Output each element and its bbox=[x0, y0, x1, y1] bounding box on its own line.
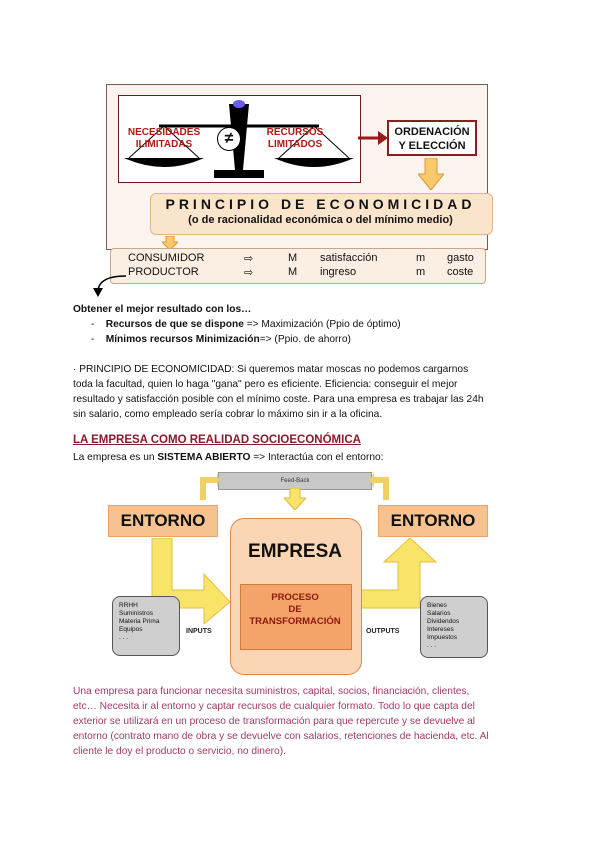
empresa-title: EMPRESA bbox=[248, 541, 342, 562]
max-label: M bbox=[288, 266, 298, 278]
arrow-right-icon bbox=[358, 128, 388, 148]
bullet-1-bold: Recursos de que se dispone bbox=[105, 319, 244, 330]
feedback-arrow-right-icon bbox=[370, 466, 396, 502]
principio-title: PRINCIPIO DE ECONOMICIDAD bbox=[165, 196, 476, 212]
bullet-1 bbox=[91, 317, 401, 332]
output-item: Dividendos bbox=[427, 618, 460, 625]
min-label: m bbox=[416, 252, 426, 264]
output-item: Bienes bbox=[427, 602, 447, 609]
empresa-heading: LA EMPRESA COMO REALIDAD SOCIOECONÓMICA bbox=[73, 434, 361, 446]
bullet-dash: - bbox=[91, 334, 106, 345]
empresa-text-line-4: entorno (contrato mano de obra y se devuelve con salarios, retenciones de hacienda, etc. Al bbox=[73, 731, 489, 742]
inputs-label: INPUTS bbox=[186, 628, 212, 635]
sistema-abierto: SISTEMA ABIERTO bbox=[157, 452, 251, 463]
inputs-list bbox=[112, 596, 180, 656]
sistema-abierto-line bbox=[73, 450, 384, 465]
bullet-dash: - bbox=[91, 319, 106, 330]
ingreso-label: ingreso bbox=[320, 266, 357, 278]
feedback-arrow-down-icon bbox=[284, 488, 306, 510]
entorno-left: ENTORNO bbox=[108, 505, 218, 537]
gasto-label: gasto bbox=[447, 252, 474, 264]
ordenacion-box: ORDENACIÓN Y ELECCIÓN bbox=[387, 120, 477, 156]
input-item: Materia Prima bbox=[119, 618, 160, 625]
consumidor-label: CONSUMIDOR bbox=[128, 252, 205, 264]
empresa-text-line-1: Una empresa para funcionar necesita suministros, capital, socios, financiación, clientes, bbox=[73, 686, 470, 697]
proceso-label: PROCESO DE TRANSFORMACIÓN bbox=[249, 592, 341, 627]
arrow-down-icon bbox=[418, 158, 444, 190]
economicidad-line-1: · PRINCIPIO DE ECONOMICIDAD: Si queremos matar moscas no podemos cargarnos bbox=[73, 364, 469, 375]
economicidad-line-2: toda la facultad, quien lo haga "gana" pero es eficiente. Eficiencia: conseguir el mejor bbox=[73, 379, 458, 390]
coste-label: coste bbox=[447, 266, 474, 278]
economicidad-line-3: resultado y satisfacción posible con el mínimo coste. Para una empresa es trabajar las 24h bbox=[73, 394, 484, 405]
section1-intro: Obtener el mejor resultado con los… bbox=[73, 304, 252, 315]
output-item: Impuestos bbox=[427, 634, 457, 641]
intro-a: La empresa es un bbox=[73, 452, 158, 463]
empresa-text-line-3: exterior se utilizará en un proceso de transformación para que repercute y se devuelve al bbox=[73, 716, 476, 727]
empresa-text-line-2: etc… Necesita ir al entorno y captar recursos de cualquier formato. Todo lo que capta del bbox=[73, 701, 475, 712]
recursos-label: RECURSOS LIMITADOS bbox=[266, 127, 324, 150]
arrow-icon: ⇨ bbox=[244, 267, 254, 279]
bullet-2 bbox=[91, 332, 351, 347]
bullet-2-bold: Mínimos recursos Minimización bbox=[105, 334, 260, 345]
input-item: RRHH bbox=[119, 602, 138, 609]
intro-b: => Interactúa con el entorno: bbox=[250, 452, 384, 463]
principio-subtitle: (o de racionalidad económica o del mínimo medio) bbox=[188, 214, 453, 226]
output-item: . . . bbox=[427, 642, 437, 649]
entorno-right: ENTORNO bbox=[378, 505, 488, 537]
input-item: Suministros bbox=[119, 610, 153, 617]
output-item: Salarios bbox=[427, 610, 451, 617]
feedback-bar: Feed-Back bbox=[218, 472, 372, 490]
not-equal-icon: ≠ bbox=[217, 127, 241, 151]
output-item: Intereses bbox=[427, 626, 454, 633]
bullet-1-rest: => Maximización (Ppio de óptimo) bbox=[243, 319, 401, 330]
outputs-label: OUTPUTS bbox=[366, 628, 400, 635]
input-item: . . . bbox=[119, 634, 129, 641]
bullet-2-rest: => (Ppio. de ahorro) bbox=[259, 334, 351, 345]
outputs-list bbox=[420, 596, 488, 658]
necesidades-label: NECESIDADES ILIMITADAS bbox=[127, 127, 201, 150]
economicidad-line-4: sin salario, como empleado sería cobrar lo máximo sin ir a la oficina. bbox=[73, 409, 383, 420]
empresa-text-line-5: cliente le doy el producto o servicio, no dinero). bbox=[73, 746, 286, 757]
max-label: M bbox=[288, 252, 298, 264]
satisfaccion-label: satisfacción bbox=[320, 252, 378, 264]
arrow-icon: ⇨ bbox=[244, 253, 254, 265]
input-item: Equipos bbox=[119, 626, 143, 633]
productor-label: PRODUCTOR bbox=[128, 266, 199, 278]
min-label: m bbox=[416, 266, 426, 278]
curved-arrow-icon bbox=[90, 272, 130, 298]
feedback-arrow-left-icon bbox=[193, 466, 219, 502]
